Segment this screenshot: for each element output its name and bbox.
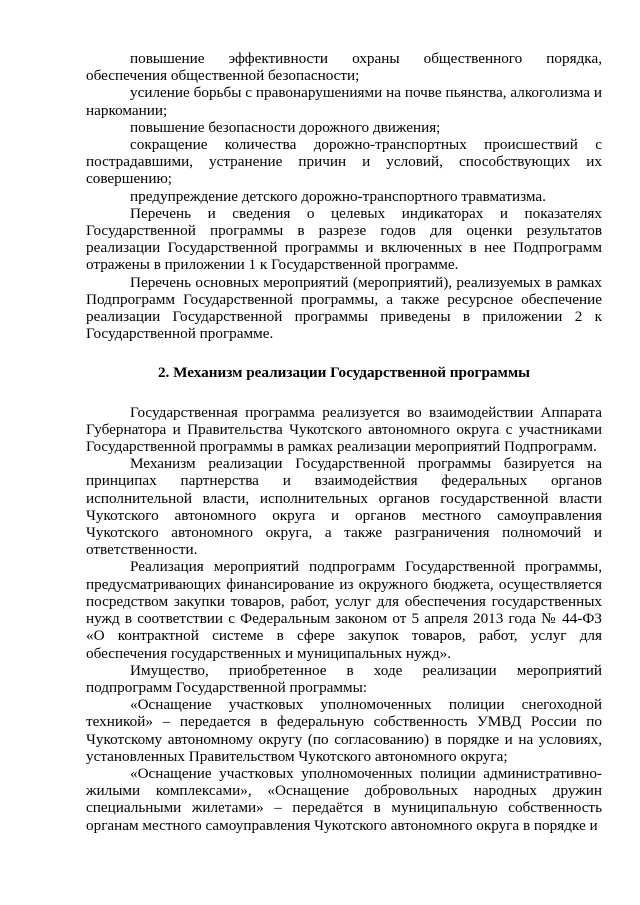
paragraph: «Оснащение участковых уполномоченных полиции административно-жилыми комплексами», «Оснащение добровольных народных дружин специальными жилетами» – передаётся в муниципальную собственность органам местного самоуправления Чукотского автономного округа в порядке и — [86, 764, 602, 834]
paragraph: Перечень основных мероприятий (мероприятий), реализуемых в рамках Подпрограмм Государственной программы, а также ресурсное обеспечение реализации Государственной программы приведены в приложении 2 к Государственной программе. — [86, 273, 602, 343]
paragraph: Имущество, приобретенное в ходе реализации мероприятий подпрограмм Государственной программы: — [86, 661, 602, 696]
paragraph: сокращение количества дорожно-транспортных происшествий с пострадавшими, устранение причин и условий, способствующих их совершению; — [86, 136, 602, 188]
paragraph: Механизм реализации Государственной программы базируется на принципах партнерства и взаимодействия федеральных органов исполнительной власти, исполнительных органов государственной власти Чукотского автономного округа и органов местного самоуправления Чукотского автономного округа, а также разграничения полномочий и ответственности. — [86, 455, 602, 559]
document-body — [86, 50, 602, 834]
paragraph: предупреждение детского дорожно-транспортного травматизма. — [130, 187, 546, 205]
paragraph: усиление борьбы с правонарушениями на почве пьянства, алкоголизма и наркомании; — [86, 84, 602, 119]
paragraph: Реализация мероприятий подпрограмм Государственной программы, предусматривающих финансирование из окружного бюджета, осуществляется посредством закупки товаров, работ, услуг для обеспечения государственных нужд в соответствии с Федеральным законом от 5 апреля 2013 года № 44-ФЗ «О контрактной системе в сфере закупок товаров, работ, услуг для обеспечения государственных и муниципальных нужд». — [86, 558, 602, 662]
paragraph: повышение эффективности охраны общественного порядка, обеспечения общественной безопасности; — [86, 50, 602, 85]
section-heading: 2. Механизм реализации Государственной программы — [157, 364, 531, 382]
paragraph: Государственная программа реализуется во взаимодействии Аппарата Губернатора и Правительства Чукотского автономного округа с участниками Государственной программы в рамках реализации мероприятий Подпрограмм. — [86, 403, 602, 456]
paragraph: Перечень и сведения о целевых индикаторах и показателях Государственной программы в разрезе годов для оценки результатов реализации Государственной программы и включенных в нее Подпрограмм отражены в приложении 1 к Государственной программе. — [86, 204, 602, 274]
paragraph: повышение безопасности дорожного движения; — [130, 118, 441, 136]
paragraph: «Оснащение участковых уполномоченных полиции снегоходной техникой» – передается в федеральную собственность УМВД России по Чукотскому автономному округу (по согласованию) в порядке и на условиях, установленных Правительством Чукотского автономного округа; — [86, 696, 602, 765]
